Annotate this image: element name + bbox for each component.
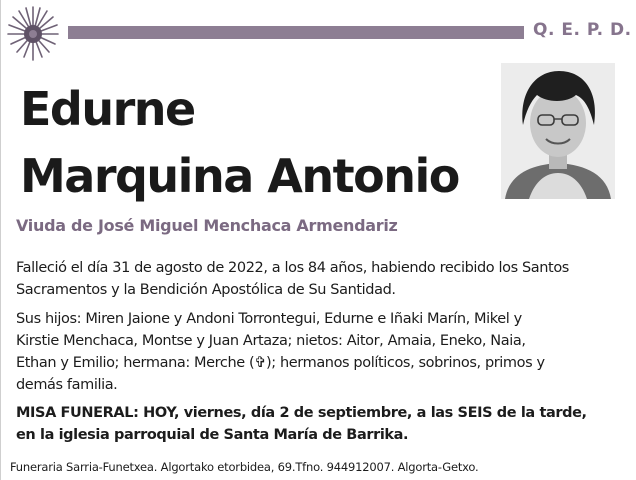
deceased-surnames: Marquina Antonio <box>20 149 459 203</box>
page-edge <box>0 0 1 480</box>
text-line: MISA FUNERAL: HOY, viernes, día 2 de septiembre, a las SEIS de la tarde, <box>16 405 587 421</box>
text-line: en la iglesia parroquial de Santa María de Barrika. <box>16 427 409 443</box>
text-line: Sus hijos: Miren Jaione y Andoni Torrontegui, Edurne e Iñaki Marín, Mikel y <box>16 311 522 327</box>
text-line: Ethan y Emilio; hermana: Merche (✞); hermanos políticos, sobrinos, primos y <box>16 355 545 371</box>
funeral-mass-paragraph <box>16 402 626 446</box>
funeral-home-footer: Funeraria Sarria-Funetxea. Algortako etorbidea, 69.Tfno. 944912007. Algorta-Getxo. <box>10 460 479 474</box>
text-line: Falleció el día 31 de agosto de 2022, a los 84 años, habiendo recibido los Santos <box>16 260 569 276</box>
thistle-flower-icon <box>4 4 62 62</box>
text-line: Kirstie Menchaca, Montse y Juan Artaza; nietos: Aitor, Amaia, Eneko, Naia, <box>16 333 526 349</box>
header-rule <box>68 26 524 39</box>
deceased-first-name: Edurne <box>20 82 195 136</box>
death-notice-paragraph <box>16 257 626 301</box>
deceased-portrait <box>501 63 615 199</box>
text-line: demás familia. <box>16 377 118 393</box>
qepd-label: Q. E. P. D. <box>533 20 632 40</box>
text-line: Sacramentos y la Bendición Apostólica de Su Santidad. <box>16 282 396 298</box>
widow-of-line: Viuda de José Miguel Menchaca Armendariz <box>16 216 398 235</box>
family-paragraph <box>16 308 626 396</box>
